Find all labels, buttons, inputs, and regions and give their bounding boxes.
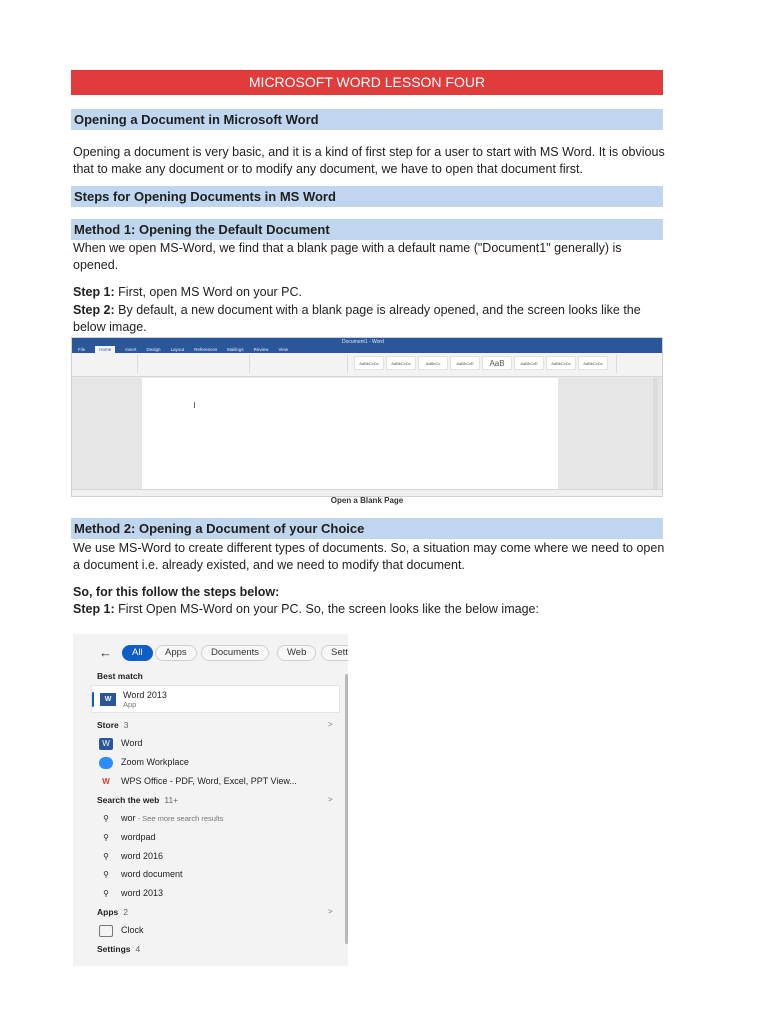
web-query: wor xyxy=(121,813,136,823)
web-count: 11+ xyxy=(164,795,179,805)
lesson-title: MICROSOFT WORD LESSON FOUR xyxy=(71,70,663,95)
wps-icon: W xyxy=(102,776,110,786)
filter-chip-apps: Apps xyxy=(155,645,197,661)
word-tab: Layout xyxy=(170,347,185,352)
chevron-right-icon: > xyxy=(328,720,333,729)
web-section-label xyxy=(97,795,178,805)
word-tab: Review xyxy=(253,347,269,352)
method1-step2 xyxy=(73,302,665,336)
search-icon: ⚲ xyxy=(103,869,109,879)
word-window-title: Document1 - Word xyxy=(342,339,384,345)
web-suggestion: wordpad xyxy=(121,832,156,842)
style-preview: AaBbCc xyxy=(418,356,448,370)
section-heading-opening: Opening a Document in Microsoft Word xyxy=(71,109,663,130)
app-item-label: Clock xyxy=(121,925,144,935)
text-cursor xyxy=(194,402,195,408)
best-match-name: Word 2013 xyxy=(123,690,167,700)
store-section-label xyxy=(97,720,128,730)
step2-label: Step 2: xyxy=(73,303,115,317)
search-icon: ⚲ xyxy=(103,813,109,823)
store-item-wps xyxy=(99,774,297,788)
word-tab: File xyxy=(78,347,86,352)
best-match-type: App xyxy=(123,700,137,709)
store-item-label: Zoom Workplace xyxy=(121,757,189,767)
word-tab: Mailings xyxy=(227,347,244,352)
clock-icon xyxy=(99,925,113,937)
clipboard-group xyxy=(74,355,138,373)
web-suggestion: word 2013 xyxy=(121,888,164,898)
best-match-label: Best match xyxy=(97,671,143,681)
start-menu-scrollbar xyxy=(345,674,348,944)
web-result xyxy=(99,811,223,825)
store-item-label: Word xyxy=(121,738,143,748)
best-match-result xyxy=(91,685,340,713)
store-item-word xyxy=(99,736,142,750)
filter-chip-all: All xyxy=(122,645,153,661)
apps-count: 2 xyxy=(123,907,128,917)
word-store-icon: W xyxy=(99,738,113,750)
store-item-zoom xyxy=(99,755,189,769)
word-tab: Design xyxy=(146,347,161,352)
style-preview: AaBbCcDc xyxy=(578,356,608,370)
apps-label: Apps xyxy=(97,907,119,917)
intro-paragraph: Opening a document is very basic, and it is a kind of first step for a user to start with MS Word. It is obvious that to make any document or to modify any document, we have to open that document first. xyxy=(73,145,665,176)
filter-chip-web: Web xyxy=(277,645,316,661)
settings-label: Settings xyxy=(97,944,131,954)
web-result xyxy=(99,867,183,881)
word-tab: View xyxy=(278,347,289,352)
method2-heading: Method 2: Opening a Document of your Choice xyxy=(71,518,663,539)
step1-text: First, open MS Word on your PC. xyxy=(114,285,303,299)
method1-heading: Method 1: Opening the Default Document xyxy=(71,219,663,240)
web-query-sub: - See more search results xyxy=(135,814,224,823)
search-filter-row xyxy=(73,644,348,662)
word-blank-page-screenshot xyxy=(71,337,663,497)
method1-step1 xyxy=(73,284,665,301)
app-item-clock xyxy=(99,923,144,937)
style-preview: AaBbCcDc xyxy=(546,356,576,370)
chevron-right-icon: > xyxy=(328,795,333,804)
web-result xyxy=(99,830,156,844)
web-result xyxy=(99,886,163,900)
steps-heading: Steps for Opening Documents in MS Word xyxy=(71,186,663,207)
m2-step1-label: Step 1: xyxy=(73,602,115,616)
search-icon: ⚲ xyxy=(103,888,109,898)
editing-group xyxy=(616,355,660,373)
word-blank-paper xyxy=(142,378,558,490)
word-tab: Home xyxy=(95,346,115,353)
web-label: Search the web xyxy=(97,795,160,805)
step2-text: By default, a new document with a blank page is already opened, and the screen looks like the below image. xyxy=(73,303,641,334)
web-suggestion: word document xyxy=(121,869,183,879)
paragraph-group xyxy=(252,355,348,373)
style-preview: AaBbCcE xyxy=(450,356,480,370)
method2-step1 xyxy=(73,601,665,618)
settings-count: 4 xyxy=(135,944,141,954)
style-preview: AaBbCcDc xyxy=(386,356,416,370)
word-status-bar xyxy=(72,489,663,496)
word-ribbon-tabs xyxy=(72,346,662,353)
style-preview: AaBbCcE xyxy=(514,356,544,370)
store-count: 3 xyxy=(123,720,129,730)
web-suggestion: word 2016 xyxy=(121,851,164,861)
font-group xyxy=(140,355,250,373)
apps-section-label xyxy=(97,907,128,917)
word-title-bar xyxy=(72,338,662,346)
filter-chip-documents: Documents xyxy=(201,645,269,661)
word-app-icon: W xyxy=(100,693,116,706)
style-preview: AaBbCcDc xyxy=(354,356,384,370)
method2-follow: So, for this follow the steps below: xyxy=(73,585,280,599)
store-item-label: WPS Office - PDF, Word, Excel, PPT View... xyxy=(121,776,297,786)
word-document-area xyxy=(72,378,663,490)
word-ribbon xyxy=(72,353,662,377)
chevron-right-icon: > xyxy=(328,907,333,916)
web-result xyxy=(99,849,163,863)
method2-paragraph: We use MS-Word to create different types of documents. So, a situation may come where we need to open a document i.e. already existed, and we need to modify that document. xyxy=(73,541,665,572)
word-tab: Insert xyxy=(125,347,137,352)
start-menu-screenshot xyxy=(73,634,348,966)
word-tab: References xyxy=(194,347,218,352)
zoom-icon xyxy=(99,757,113,769)
filter-chip-settings: Sett xyxy=(321,645,348,661)
screenshot-caption: Open a Blank Page xyxy=(330,496,404,505)
settings-section-label xyxy=(97,944,140,954)
back-arrow-icon: ← xyxy=(99,645,112,660)
step1-label: Step 1: xyxy=(73,285,115,299)
word-scrollbar xyxy=(653,378,658,490)
search-icon: ⚲ xyxy=(103,832,109,842)
selection-accent xyxy=(92,692,94,707)
store-label: Store xyxy=(97,720,119,730)
method1-paragraph: When we open MS-Word, we find that a blank page with a default name ("Document1" generally) is opened. xyxy=(73,241,622,272)
m2-step1-text: First Open MS-Word on your PC. So, the screen looks like the below image: xyxy=(114,602,539,616)
style-preview: AaB xyxy=(482,356,512,370)
search-icon: ⚲ xyxy=(103,851,109,861)
